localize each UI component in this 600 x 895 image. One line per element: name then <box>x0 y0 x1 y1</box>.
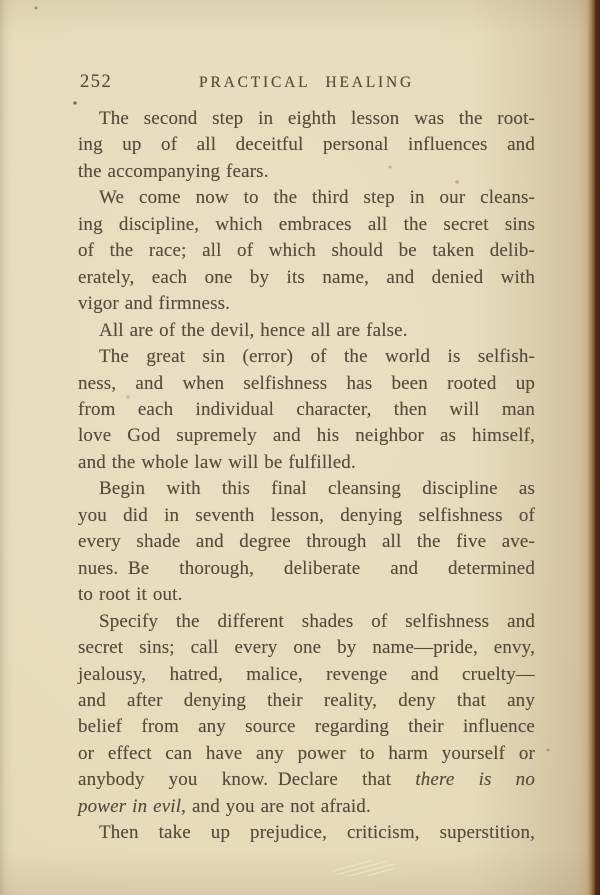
text-segment: Then take up prejudice, criticism, superstition, <box>99 822 535 844</box>
text-line <box>78 582 535 608</box>
text-line <box>78 423 535 449</box>
page-header <box>78 72 535 96</box>
text-segment: , and you are not afraid. <box>181 795 371 817</box>
text-segment: to root it out. <box>78 584 183 606</box>
text-line <box>78 212 535 238</box>
text-line <box>78 820 535 846</box>
paper-smudge <box>331 858 396 879</box>
text-line <box>78 344 535 370</box>
text-segment: erately, each one by its name, and denied with <box>78 266 535 288</box>
text-segment: ness, and when selfishness has been rooted up <box>78 372 535 394</box>
text-segment: ing up of all deceitful personal influences and <box>78 134 535 156</box>
text-segment: you did in seventh lesson, denying selfishness of <box>78 504 535 526</box>
text-line <box>78 635 535 661</box>
text-segment: vigor and firmness. <box>78 293 231 315</box>
italic-text-segment: power in evil <box>78 795 182 817</box>
text-line <box>78 767 535 793</box>
text-line <box>78 741 535 767</box>
text-line <box>78 238 535 264</box>
text-segment: ing discipline, which embraces all the secret sins <box>78 213 535 235</box>
text-segment: belief from any source regarding their influence <box>78 716 535 738</box>
text-segment: the accompanying fears. <box>78 160 269 182</box>
text-segment: of the race; all of which should be taken delib- <box>78 240 535 262</box>
text-line <box>78 556 535 582</box>
text-segment: secret sins; call every one by name—pride, envy, <box>78 637 535 659</box>
text-segment: love God supremely and his neighbor as himself, <box>78 425 535 447</box>
text-segment: or effect can have any power to harm yourself or <box>78 742 535 764</box>
text-segment: and after denying their reality, deny that any <box>78 689 535 711</box>
text-segment: The great sin (error) of the world is selfish- <box>99 346 535 368</box>
text-line <box>78 662 535 688</box>
text-segment: All are of the devil, hence all are false. <box>99 319 408 341</box>
text-line <box>78 318 535 344</box>
text-line <box>78 371 535 397</box>
text-segment: from each individual character, then will man <box>78 398 535 420</box>
text-block <box>78 106 535 847</box>
text-line <box>78 185 535 211</box>
running-head: PRACTICAL HEALING <box>199 73 414 91</box>
text-segment: Specify the different shades of selfishness and <box>99 610 535 632</box>
text-segment: nues. Be thorough, deliberate and determined <box>78 557 535 579</box>
text-line <box>78 265 535 291</box>
text-line <box>78 106 535 132</box>
text-segment: Begin with this final cleansing discipline as <box>99 478 535 500</box>
text-line <box>78 529 535 555</box>
italic-text-segment: there is no <box>415 769 535 791</box>
page-number: 252 <box>80 72 113 92</box>
text-segment: and the whole law will be fulfilled. <box>78 451 356 473</box>
text-line <box>78 503 535 529</box>
text-line <box>78 450 535 476</box>
text-segment: The second step in eighth lesson was the root- <box>99 108 535 129</box>
text-line <box>78 476 535 502</box>
text-line <box>78 291 535 317</box>
text-line <box>78 714 535 740</box>
text-line <box>78 609 535 635</box>
text-line <box>78 159 535 185</box>
text-segment: jealousy, hatred, malice, revenge and cruelty— <box>78 663 535 685</box>
text-segment: We come now to the third step in our cleans- <box>99 187 535 209</box>
text-line <box>78 397 535 423</box>
text-line <box>78 688 535 714</box>
text-line <box>78 132 535 158</box>
text-segment: anybody you know. Declare that <box>78 769 416 791</box>
text-line <box>78 794 535 820</box>
text-segment: every shade and degree through all the five ave- <box>78 531 535 553</box>
